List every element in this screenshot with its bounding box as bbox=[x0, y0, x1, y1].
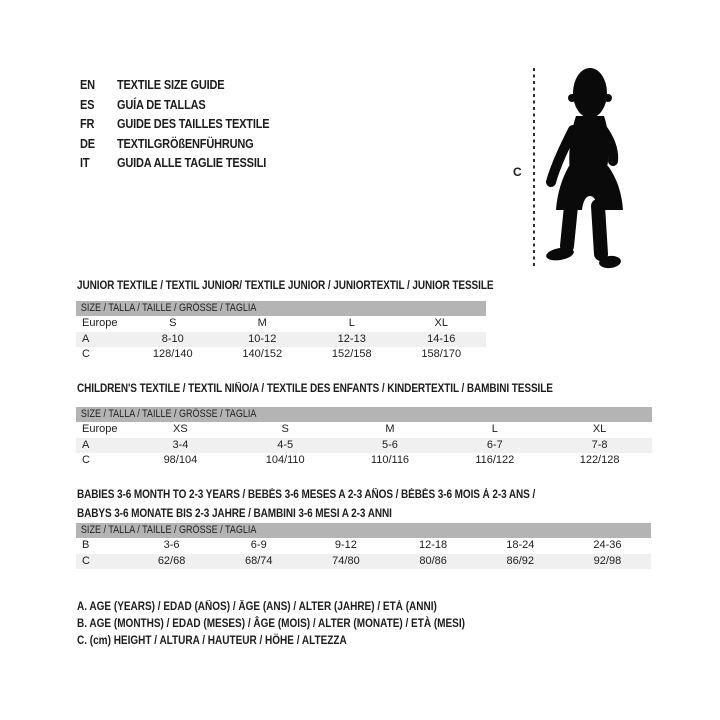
table-cell: 80/86 bbox=[419, 554, 447, 567]
table-cell: 6-7 bbox=[486, 438, 503, 451]
table-cell: 86/92 bbox=[506, 554, 535, 567]
height-measure-label: C bbox=[513, 165, 522, 179]
children-table-title: CHILDREN'S TEXTILE / TEXTIL NIÑO/A / TEXTILE DES ENFANTS / KINDERTEXTIL / BAMBINI TESSILE bbox=[77, 383, 553, 395]
table-cell: XL bbox=[592, 423, 607, 435]
row-label: A bbox=[82, 332, 90, 345]
table-cell: 14-16 bbox=[427, 332, 456, 345]
row-label: C bbox=[82, 554, 90, 567]
table-cell: 9-12 bbox=[334, 539, 357, 551]
language-label: TEXTILGRÖßENFÜHRUNG bbox=[116, 136, 254, 151]
language-row bbox=[80, 135, 269, 155]
table-cell: M bbox=[385, 423, 395, 435]
table-cell: 104/110 bbox=[265, 454, 305, 466]
language-list bbox=[80, 76, 269, 174]
table-header-bar bbox=[76, 301, 486, 316]
table-row bbox=[76, 332, 486, 348]
table-cell: 4-5 bbox=[277, 438, 294, 451]
note-age-years: A. AGE (YEARS) / EDAD (AÑOS) / ÂGE (ANS) / ALTER (JAHRE) / ETÀ (ANNI) bbox=[77, 601, 437, 613]
table-cell: 92/98 bbox=[593, 554, 622, 567]
table-cell: L bbox=[491, 423, 498, 435]
table-cell: M bbox=[257, 317, 267, 329]
language-row bbox=[80, 115, 269, 135]
row-label: Europe bbox=[82, 317, 118, 329]
junior-table-title: JUNIOR TEXTILE / TEXTIL JUNIOR/ TEXTILE JUNIOR / JUNIORTEXTIL / JUNIOR TESSILE bbox=[77, 280, 494, 292]
table-cell: 68/74 bbox=[244, 554, 273, 567]
table-cell: 152/158 bbox=[331, 348, 372, 360]
table-cell: 5-6 bbox=[382, 438, 398, 451]
table-cell: 18-24 bbox=[506, 539, 535, 551]
table-cell: 8-10 bbox=[161, 332, 184, 345]
table-row bbox=[76, 453, 652, 469]
table-header-label: SIZE / TALLA / TAILLE / GRÖSSE / TAGLIA bbox=[80, 524, 257, 536]
table-cell: 62/68 bbox=[157, 554, 186, 567]
language-label: GUIDA ALLE TAGLIE TESSILI bbox=[116, 156, 267, 170]
table-row bbox=[76, 316, 486, 332]
babies-table-title-line1: BABIES 3-6 MONTH TO 2-3 YEARS / BEBÉS 3-6 MESES A 2-3 AÑOS / BÉBÉS 3-6 MOIS À 2-3 ANS / bbox=[77, 489, 536, 501]
table-header-bar bbox=[76, 523, 651, 538]
toddler-silhouette-icon bbox=[540, 66, 628, 270]
row-label: Europe bbox=[82, 423, 118, 435]
babies-table-title bbox=[77, 486, 535, 523]
language-row bbox=[80, 96, 269, 116]
language-row bbox=[80, 76, 269, 96]
table-cell: 74/80 bbox=[332, 554, 360, 567]
row-label: C bbox=[82, 454, 90, 466]
table-cell: 116/122 bbox=[475, 454, 515, 466]
table-cell: 3-4 bbox=[172, 438, 189, 451]
table-header-bar bbox=[76, 407, 652, 422]
note-height-cm: C. (cm) HEIGHT / ALTURA / HAUTEUR / HÖHE / ALTEZZA bbox=[77, 635, 347, 647]
table-cell: 110/116 bbox=[370, 454, 410, 466]
table-cell: 158/170 bbox=[421, 348, 462, 360]
table-cell: XS bbox=[173, 423, 188, 435]
height-measure-dotted-line bbox=[533, 68, 535, 269]
table-row bbox=[76, 347, 486, 363]
note-age-months: B. AGE (MONTHS) / EDAD (MESES) / ÂGE (MOIS) / ALTER (MONATE) / ETÀ (MESI) bbox=[77, 618, 465, 630]
table-cell: 98/104 bbox=[163, 454, 198, 466]
table-cell: 7-8 bbox=[591, 438, 608, 451]
table-cell: 140/152 bbox=[242, 348, 283, 360]
table-cell: L bbox=[348, 317, 355, 329]
language-code: FR bbox=[80, 117, 95, 131]
table-cell: 12-13 bbox=[337, 332, 366, 345]
table-row bbox=[76, 538, 651, 554]
row-label: B bbox=[82, 539, 90, 551]
table-header-label: SIZE / TALLA / TAILLE / GRÖSSE / TAGLIA bbox=[80, 302, 257, 314]
table-cell: 10-12 bbox=[248, 332, 277, 345]
language-label: TEXTILE SIZE GUIDE bbox=[116, 78, 225, 92]
junior-size-table bbox=[76, 301, 486, 363]
table-cell: 122/128 bbox=[579, 454, 620, 466]
table-cell: 12-18 bbox=[419, 539, 448, 551]
table-cell: XL bbox=[434, 317, 448, 329]
legend-notes bbox=[77, 599, 465, 650]
language-code: ES bbox=[80, 97, 95, 112]
table-row bbox=[76, 554, 651, 570]
language-row bbox=[80, 154, 269, 174]
table-cell: S bbox=[281, 423, 289, 435]
row-label: A bbox=[82, 438, 90, 451]
table-row bbox=[76, 438, 652, 454]
babies-table-title-line2: BABYS 3-6 MONATE BIS 2-3 JAHRE / BAMBINI 3-6 MESI A 2-3 ANNI bbox=[77, 507, 392, 520]
table-header-label: SIZE / TALLA / TAILLE / GRÖSSE / TAGLIA bbox=[80, 408, 257, 420]
babies-size-table bbox=[76, 523, 651, 569]
table-cell: 128/140 bbox=[152, 348, 193, 360]
table-cell: 6-9 bbox=[250, 539, 267, 551]
language-label: GUÍA DE TALLAS bbox=[116, 97, 206, 112]
language-label: GUIDE DES TAILLES TEXTILE bbox=[116, 117, 270, 131]
language-code: DE bbox=[80, 136, 95, 151]
table-cell: 3-6 bbox=[163, 539, 180, 551]
children-size-table bbox=[76, 407, 652, 469]
table-row bbox=[76, 422, 652, 438]
row-label: C bbox=[82, 348, 90, 360]
table-cell: 24-36 bbox=[593, 539, 622, 551]
language-code: EN bbox=[80, 78, 95, 92]
table-cell: S bbox=[169, 317, 177, 329]
language-code: IT bbox=[80, 156, 90, 170]
